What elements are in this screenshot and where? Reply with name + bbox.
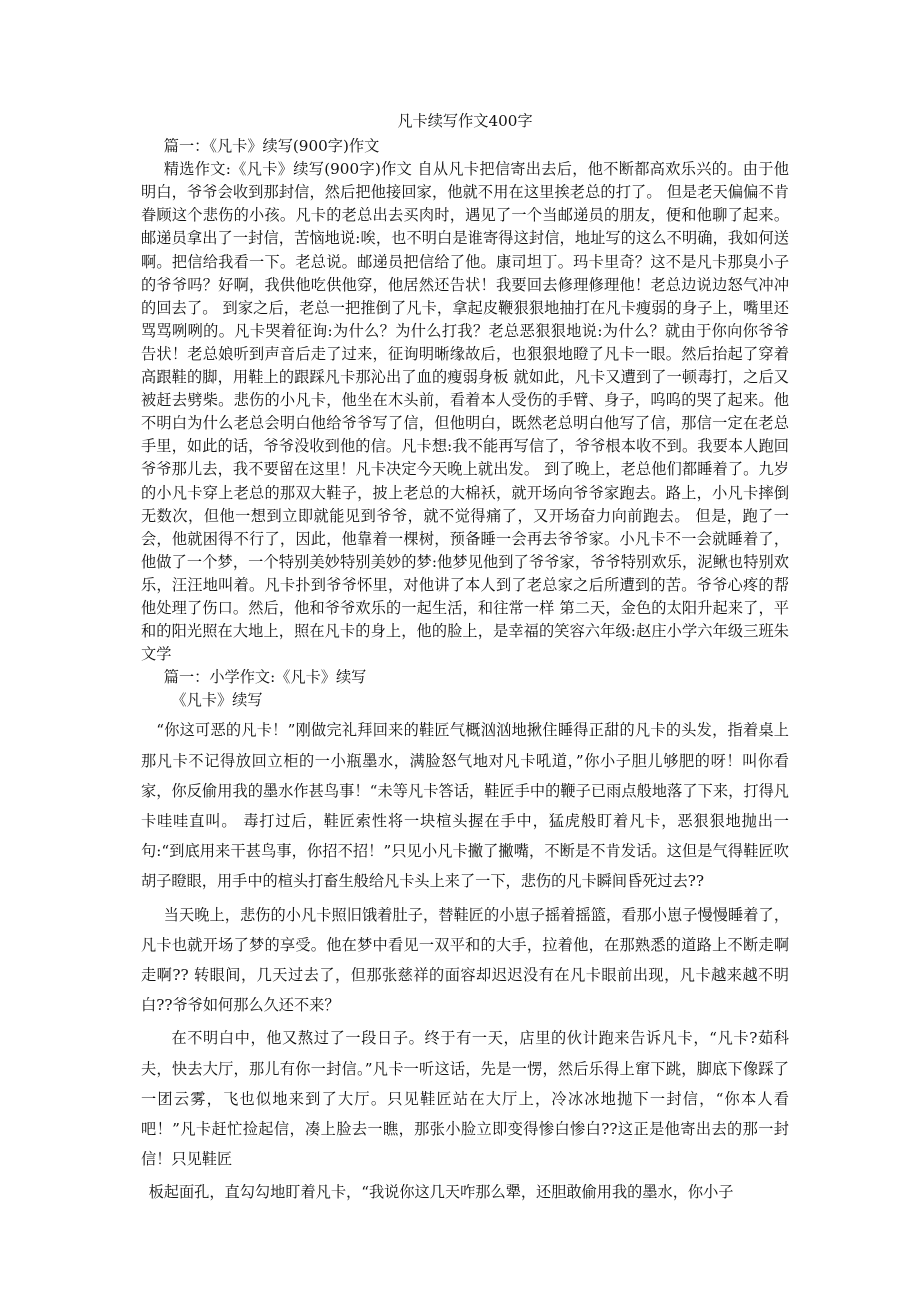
story-paragraph-3: 在不明白中，他又熬过了一段日子。终于有一天，店里的伙计跑来告诉凡卡，“凡卡?茹科夫，快去大厅，那儿有你一封信。”凡卡一听这话，先是一愣，然后乐得上窜下跳，脚底下像踩了一团云雾，飞也似地来到了大厅。只见鞋匠站在大厅上，冷冰冰地抛下一封信，“你本人看吧！”凡卡赶忙捡起信，凑上脸去一瞧，那张小脸立即变得惨白惨白??这正是他寄出去的那一封信！只见鞋匠 [141,1029,789,1169]
section2-subheading: 《凡卡》续写 [171,691,263,710]
story-paragraph-1: “你这可恶的凡卡！”刚做完礼拜回来的鞋匠气概汹汹地揪住睡得正甜的凡卡的头发，指着桌上那凡卡不记得放回立柜的一小瓶墨水，满脸怒气地对凡卡吼道，”你小子胆儿够肥的呀！叫你看家，你反偷用我的墨水作甚鸟事！“未等凡卡答话，鞋匠手中的鞭子已雨点般地落了下来，打得凡卡哇哇直叫。 毒打过后，鞋匠索性将一块楦头握在手中，猛虎般盯着凡卡，恶狠狠地抛出一句:“到底用来干甚鸟事，你招不招！”只见小凡卡撇了撇嘴，不断是不肯发话。这但是气得鞋匠吹胡子瞪眼，用手中的楦头打畜生般给凡卡头上来了一下，悲伤的凡卡瞬间昏死过去?? [141,721,789,891]
section1-body: 精选作文:《凡卡》续写(900字)作文 自从凡卡把信寄出去后，他不断都高欢乐兴的。由于他明白，爷爷会收到那封信，然后把他接回家，他就不用在这里挨老总的打了。 但是老天偏偏不肯眷顾这个悲伤的小孩。凡卡的老总出去买肉时，遇见了一个当邮递员的朋友，便和他聊了起来。邮递员拿出了一封信，苦恼地说:唉，也不明白是谁寄得这封信，地址写的这么不明确，我如何送啊。把信给我看一下。老总说。邮递员把信给了他。康司坦丁。玛卡里奇？这不是凡卡那臭小子的爷爷吗？好啊，我供他吃供他穿，他居然还告状！我要回去修理修理他！老总边说边怒气冲冲的回去了。 到家之后，老总一把推倒了凡卡，拿起皮鞭狠狠地抽打在凡卡瘦弱的身子上，嘴里还骂骂咧咧的。凡卡哭着征询:为什么？为什么打我？老总恶狠狠地说:为什么？就由于你向你爷爷告状！老总娘听到声音后走了过来，征询明晰缘故后，也狠狠地瞪了凡卡一眼。然后抬起了穿着高跟鞋的脚，用鞋上的跟踩凡卡那沁出了血的瘦弱身板 就如此，凡卡又遭到了一顿毒打，之后又被赶去劈柴。悲伤的小凡卡，他坐在木头前，看着本人受伤的手臂、身子，呜呜的哭了起来。他不明白为什么老总会明白他给爷爷写了信，但他明白，既然老总明白他写了信，那信一定在老总手里，如此的话，爷爷没收到他的信。凡卡想:我不能再写信了，爷爷根本收不到。我要本人跑回爷爷那儿去，我不要留在这里！凡卡决定今天晚上就出发。 到了晚上，老总他们都睡着了。九岁的小凡卡穿上老总的那双大鞋子，披上老总的大棉袄，就开场向爷爷家跑去。路上，小凡卡摔倒无数次，但他一想到立即就能见到爷爷，就不觉得痛了，又开场奋力向前跑去。 但是，跑了一会，他就困得不行了，因此，他靠着一棵树，预备睡一会再去爷爷家。小凡卡不一会就睡着了，他做了一个梦，一个特别美妙特别美妙的梦:他梦见他到了爷爷家，爷爷特别欢乐，泥鳅也特别欢乐，汪汪地叫着。凡卡扑到爷爷怀里，对他讲了本人到了老总家之后所遭到的苦。爷爷心疼的帮他处理了伤口。然后，他和爷爷欢乐的一起生活，和往常一样 第二天，金色的太阳升起来了，平和的阳光照在大地上，照在凡卡的身上，他的脸上，是幸福的笑容六年级:赵庄小学六年级三班朱文学 [141,160,789,664]
story-paragraph-2: 当天晚上，悲伤的小凡卡照旧饿着肚子，替鞋匠的小崽子摇着摇篮，看那小崽子慢慢睡着了，凡卡也就开场了梦的享受。他在梦中看见一双平和的大手，拉着他，在那熟悉的道路上不断走啊走啊?? 转眼间，几天过去了，但那张慈祥的面容却迟迟没有在凡卡眼前出现，凡卡越来越不明白??爷爷如何那么久还不来？ [141,905,789,1015]
document-title: 凡卡续写作文400字 [397,112,533,130]
section2-heading: 篇一：小学作文:《凡卡》续写 [163,668,367,687]
document-page [141,110,789,1208]
section1-heading: 篇一：《凡卡》续写(900字)作文 [163,137,380,156]
story-paragraph-4: 板起面孔，直勾勾地盯着凡卡，“我说你这几天咋那么犟，还胆敢偷用我的墨水，你小子 [148,1183,734,1202]
